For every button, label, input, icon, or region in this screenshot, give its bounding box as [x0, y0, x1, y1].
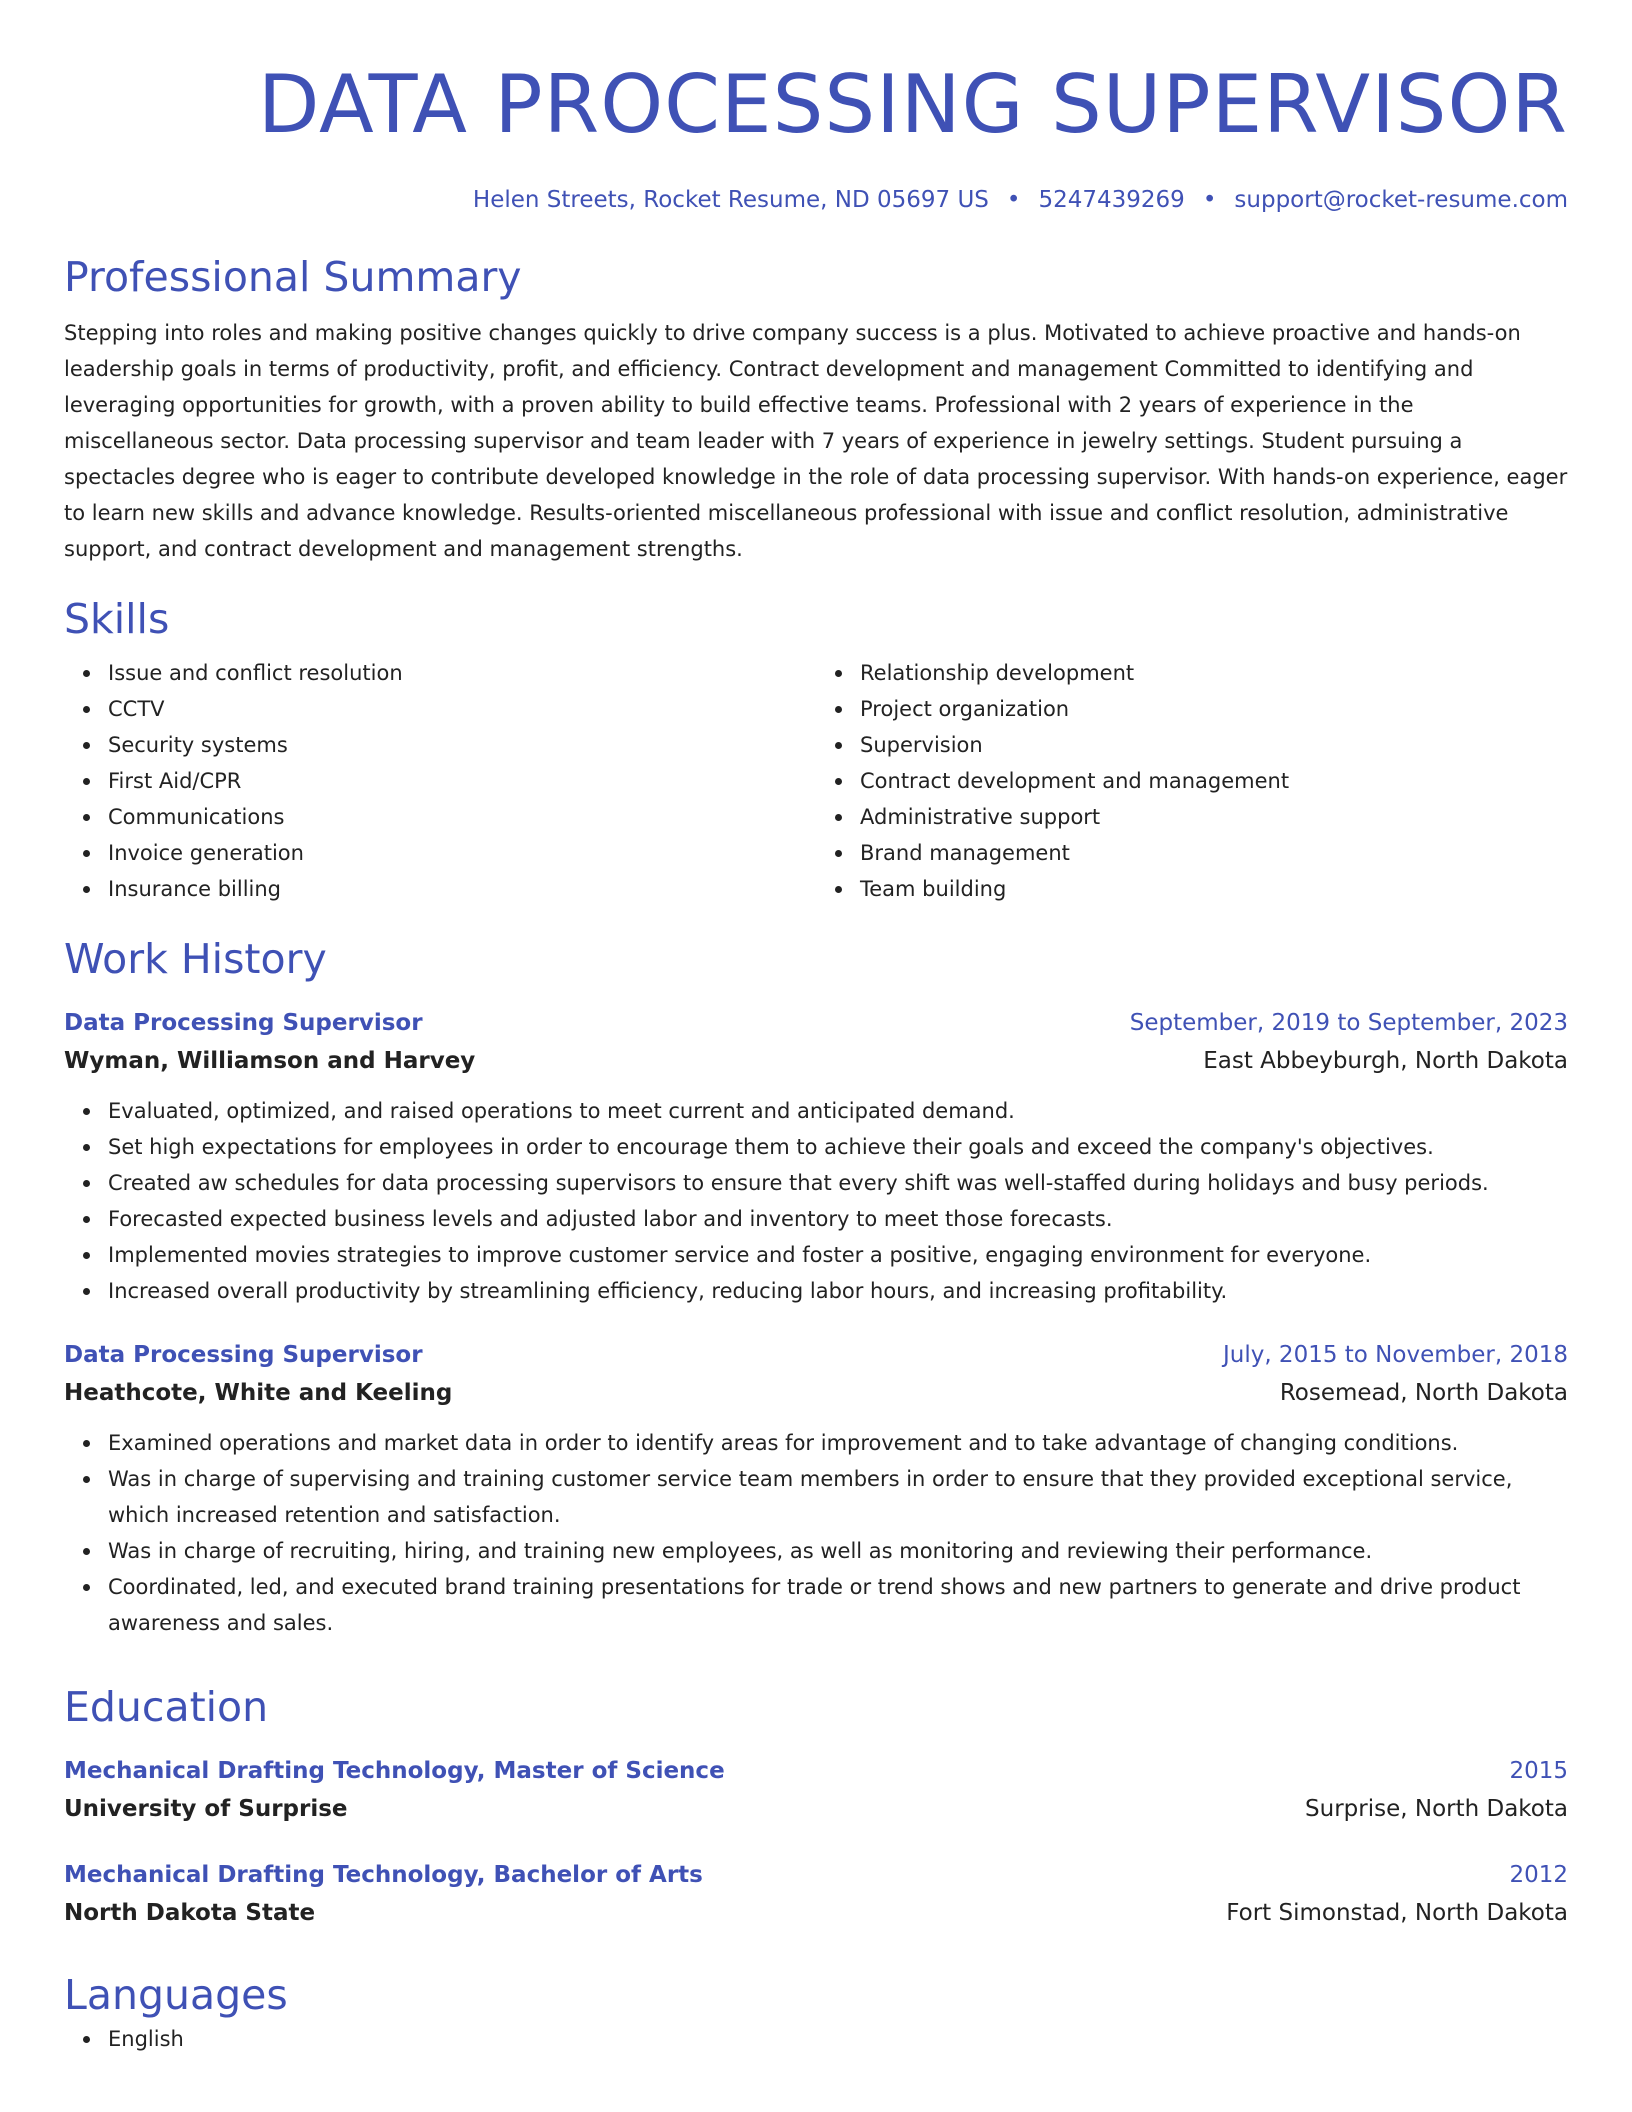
skills-section	[64, 593, 1568, 907]
job-bullet: Increased overall productivity by streamlining efficiency, reducing labor hours, and increasing profitability.	[108, 1273, 1568, 1309]
skill-item: CCTV	[108, 691, 816, 727]
school-row	[64, 1893, 1568, 1933]
school-location: Surprise, North Dakota	[1305, 1796, 1568, 1822]
graduation-year: 2012	[1509, 1862, 1568, 1888]
school-name: University of Surprise	[64, 1796, 348, 1822]
summary-section	[64, 251, 1568, 567]
section-title-education: Education	[64, 1683, 269, 1731]
contact-line	[64, 185, 1568, 215]
languages-list	[64, 2021, 1568, 2057]
job-title: Data Processing Supervisor	[64, 1342, 423, 1368]
job-title-row	[64, 1337, 1568, 1373]
contact-phone: 5247439269	[1038, 187, 1185, 213]
job-location: East Abbeyburgh, North Dakota	[1203, 1048, 1568, 1074]
job-location: Rosemead, North Dakota	[1279, 1380, 1568, 1406]
resume-header	[64, 56, 1568, 215]
candidate-name: DATA PROCESSING SUPERVISOR	[257, 58, 1568, 151]
job-bullets	[64, 1093, 1568, 1309]
work-history-section	[64, 933, 1568, 1641]
job-bullet: Created aw schedules for data processing supervisors to ensure that every shift was well-staffed during holidays and busy periods.	[108, 1165, 1568, 1201]
job-bullets	[64, 1425, 1568, 1641]
degree-row	[64, 1753, 1568, 1789]
skill-item: Security systems	[108, 727, 816, 763]
skill-item: Administrative support	[860, 799, 1568, 835]
skill-item: Contract development and management	[860, 763, 1568, 799]
education-entry	[64, 1753, 1568, 1829]
job-bullet: Coordinated, led, and executed brand training presentations for trade or trend shows and new partners to generate and drive product awareness and sales.	[108, 1569, 1568, 1641]
job-dates: September, 2019 to September, 2023	[1129, 1010, 1568, 1036]
contact-address: Helen Streets, Rocket Resume, ND 05697 US	[472, 187, 989, 213]
skill-item: Team building	[860, 871, 1568, 907]
degree-row	[64, 1857, 1568, 1893]
skills-column-right	[816, 655, 1568, 907]
skills-column-left	[64, 655, 816, 907]
contact-email: support@rocket-resume.com	[1234, 187, 1568, 213]
language-item: English	[108, 2021, 1568, 2057]
job-bullet: Forecasted expected business levels and adjusted labor and inventory to meet those forecasts.	[108, 1201, 1568, 1237]
section-title-skills: Skills	[64, 595, 170, 643]
section-title-languages: Languages	[64, 1971, 288, 2019]
job-bullet: Evaluated, optimized, and raised operations to meet current and anticipated demand.	[108, 1093, 1568, 1129]
job-company-row	[64, 1041, 1568, 1081]
section-title-summary: Professional Summary	[64, 253, 522, 301]
job-bullet: Examined operations and market data in order to identify areas for improvement and to take advantage of changing conditions.	[108, 1425, 1568, 1461]
skill-item: Insurance billing	[108, 871, 816, 907]
job-entry	[64, 1337, 1568, 1641]
contact-separator: •	[1202, 187, 1217, 213]
job-title: Data Processing Supervisor	[64, 1010, 423, 1036]
job-entry	[64, 1005, 1568, 1309]
job-company: Heathcote, White and Keeling	[64, 1380, 453, 1406]
section-title-work-history: Work History	[64, 935, 327, 983]
summary-text: Stepping into roles and making positive changes quickly to drive company success is a plus. Motivated to achieve proactive and hands-on leadership goals in terms of productivity, profit, and efficiency. Contract development and management Committed to identifying and leveraging opportunities for growth, with a proven ability to build effective teams. Professional with 2 years of experience in the miscellaneous sector. Data processing supervisor and team leader with 7 years of experience in jewelry settings. Student pursuing a spectacles degree who is eager to contribute developed knowledge in the role of data processing supervisor. With hands-on experience, eager to learn new skills and advance knowledge. Results-oriented miscellaneous professional with issue and conflict resolution, administrative support, and contract development and management strengths.	[64, 321, 1568, 561]
skill-item: Communications	[108, 799, 816, 835]
job-bullet: Was in charge of supervising and training customer service team members in order to ensure that they provided exceptional service, which increased retention and satisfaction.	[108, 1461, 1568, 1533]
job-dates: July, 2015 to November, 2018	[1222, 1342, 1568, 1368]
languages-section	[64, 1969, 1568, 2057]
graduation-year: 2015	[1509, 1758, 1568, 1784]
skill-item: First Aid/CPR	[108, 763, 816, 799]
job-bullet: Set high expectations for employees in order to encourage them to achieve their goals and exceed the company's objectives.	[108, 1129, 1568, 1165]
job-bullet: Was in charge of recruiting, hiring, and training new employees, as well as monitoring and reviewing their performance.	[108, 1533, 1568, 1569]
school-row	[64, 1789, 1568, 1829]
contact-separator: •	[1006, 187, 1021, 213]
job-title-row	[64, 1005, 1568, 1041]
degree: Mechanical Drafting Technology, Master of Science	[64, 1758, 725, 1784]
education-section	[64, 1681, 1568, 1933]
school-name: North Dakota State	[64, 1900, 316, 1926]
school-location: Fort Simonstad, North Dakota	[1226, 1900, 1568, 1926]
skill-item: Relationship development	[860, 655, 1568, 691]
degree: Mechanical Drafting Technology, Bachelor of Arts	[64, 1862, 703, 1888]
skill-item: Invoice generation	[108, 835, 816, 871]
skill-item: Issue and conflict resolution	[108, 655, 816, 691]
education-entry	[64, 1857, 1568, 1933]
skill-item: Project organization	[860, 691, 1568, 727]
skills-grid	[64, 655, 1568, 907]
job-bullet: Implemented movies strategies to improve customer service and foster a positive, engaging environment for everyone.	[108, 1237, 1568, 1273]
job-company: Wyman, Williamson and Harvey	[64, 1048, 476, 1074]
job-company-row	[64, 1373, 1568, 1413]
skill-item: Brand management	[860, 835, 1568, 871]
skill-item: Supervision	[860, 727, 1568, 763]
